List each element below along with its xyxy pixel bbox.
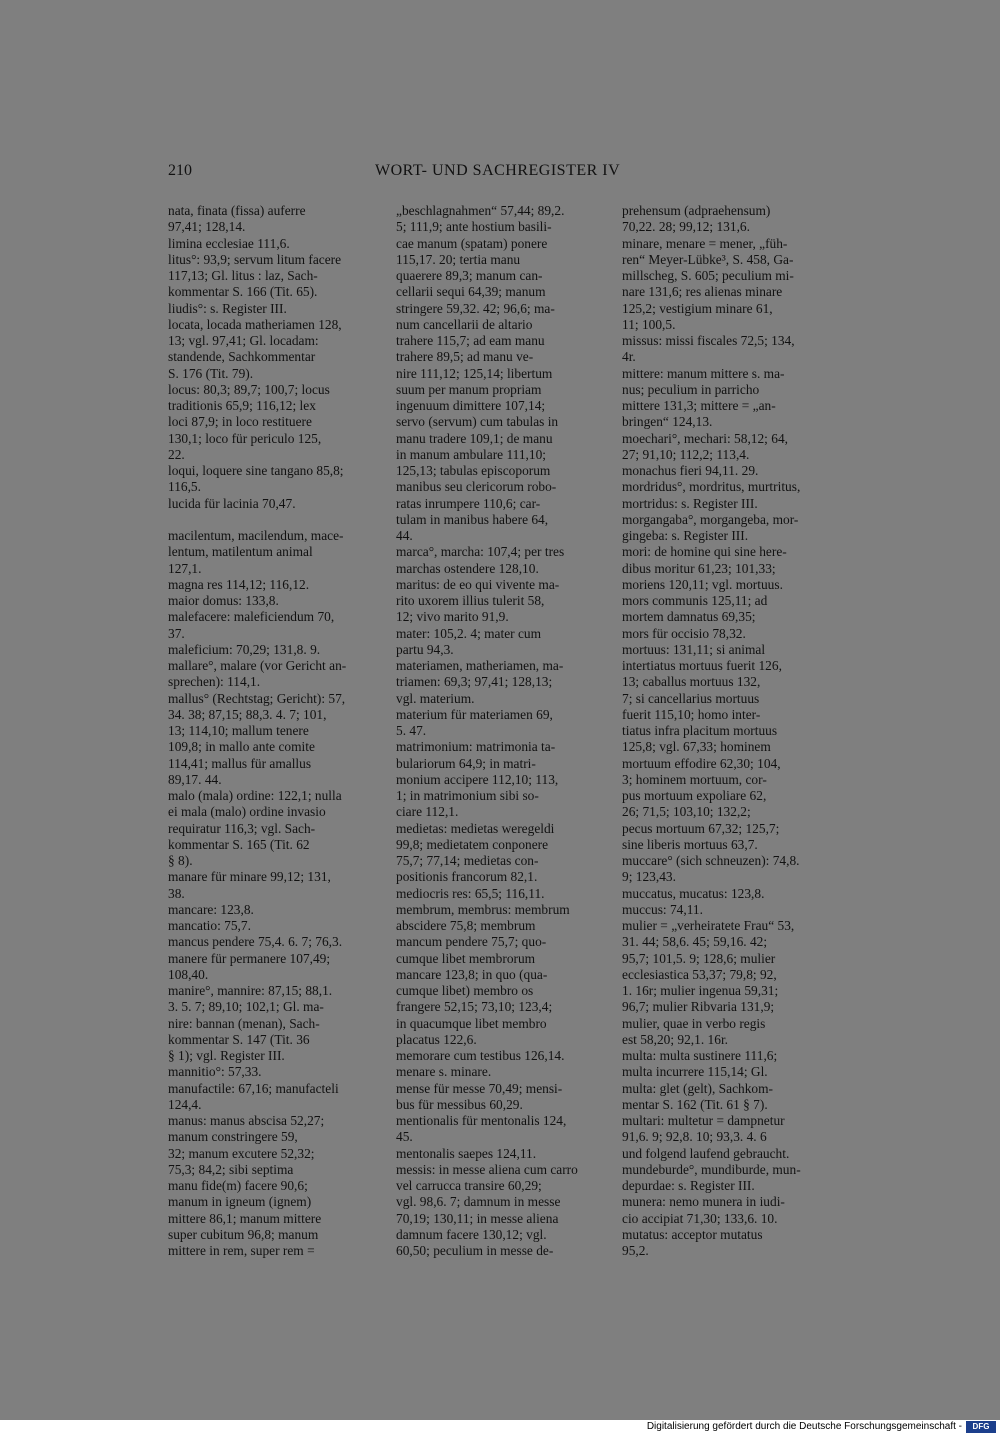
index-line: prehensum (adpraehensum) bbox=[622, 203, 771, 218]
index-line: 11; 100,5. bbox=[622, 316, 676, 332]
index-column-2 bbox=[396, 203, 616, 1259]
index-line: missus: missi fiscales 72,5; 134, bbox=[622, 333, 795, 348]
index-line: 117,13; Gl. litus : laz, Sach- bbox=[168, 268, 318, 283]
index-line: mordridus°, mordritus, murtritus, bbox=[622, 479, 801, 495]
index-line: 3. 5. 7; 89,10; 102,1; Gl. ma- bbox=[168, 999, 324, 1015]
index-line: manire°, mannire: 87,15; 88,1. bbox=[168, 983, 333, 998]
footer-bar bbox=[0, 1420, 1000, 1434]
index-line: mors communis 125,11; ad bbox=[622, 593, 768, 608]
index-line: loci 87,9; in loco restituere bbox=[168, 414, 312, 430]
index-line: 13; 114,10; mallum tenere bbox=[168, 723, 309, 738]
index-line: mentionalis für mentonalis 124, bbox=[396, 1113, 567, 1128]
index-line: mancatio: 75,7. bbox=[168, 918, 251, 933]
index-column-3 bbox=[622, 203, 842, 1259]
index-line: loqui, loquere sine tangano 85,8; bbox=[168, 463, 344, 478]
index-line: morgangaba°, morgangeba, mor- bbox=[622, 511, 799, 527]
index-line: tulam in manibus habere 64, bbox=[396, 511, 549, 527]
index-line: minare, menare = mener, „füh- bbox=[622, 235, 788, 251]
index-line: gingeba: s. Register III. bbox=[622, 528, 749, 543]
index-line: S. 176 (Tit. 79). bbox=[168, 365, 254, 381]
index-line: 108,40. bbox=[168, 966, 209, 982]
index-line: 37. bbox=[168, 625, 185, 641]
page-title: WORT- UND SACHREGISTER IV bbox=[375, 162, 621, 179]
index-line: 116,5. bbox=[168, 479, 201, 495]
index-line: munera: nemo munera in iudi- bbox=[622, 1194, 785, 1210]
index-line: 13; vgl. 97,41; Gl. locadam: bbox=[168, 333, 319, 348]
index-line: 130,1; loco für periculo 125, bbox=[168, 430, 322, 446]
index-line: maior domus: 133,8. bbox=[168, 593, 279, 608]
index-line: cae manum (spatam) ponere bbox=[396, 235, 548, 251]
index-line: nus; peculium in parricho bbox=[622, 381, 760, 397]
index-line: millscheg, S. 605; peculium mi- bbox=[622, 268, 794, 283]
index-line: 70,22. 28; 99,12; 131,6. bbox=[622, 219, 750, 235]
index-line: trahere 115,7; ad eam manu bbox=[396, 333, 545, 348]
index-line: mittere: manum mittere s. ma- bbox=[622, 365, 785, 381]
index-line: macilentum, macilendum, mace- bbox=[168, 528, 344, 543]
index-line: 109,8; in mallo ante comite bbox=[168, 739, 315, 755]
index-line: super cubitum 96,8; manum bbox=[168, 1226, 319, 1242]
index-line: mater: 105,2. 4; mater cum bbox=[396, 625, 542, 641]
index-line: manu tradere 109,1; de manu bbox=[396, 430, 553, 446]
index-line: depurdae: s. Register III. bbox=[622, 1178, 755, 1193]
index-line: suum per manum propriam bbox=[396, 381, 542, 397]
index-line: 3; hominem mortuum, cor- bbox=[622, 771, 767, 787]
index-line: tiatus infra placitum mortuus bbox=[622, 723, 778, 738]
index-line: limina ecclesiae 111,6. bbox=[168, 235, 290, 251]
index-line: mancare: 123,8. bbox=[168, 901, 254, 917]
index-line: maleficium: 70,29; 131,8. 9. bbox=[168, 641, 321, 657]
index-line: lentum, matilentum animal bbox=[168, 544, 313, 560]
index-line: 125,13; tabulas episcoporum bbox=[396, 463, 551, 478]
index-line: cio accipiat 71,30; 133,6. 10. bbox=[622, 1210, 778, 1226]
index-column-1 bbox=[168, 203, 388, 1259]
index-line: 44. bbox=[396, 528, 413, 543]
index-line: manere für permanere 107,49; bbox=[168, 950, 331, 966]
index-line: mutatus: acceptor mutatus bbox=[622, 1226, 763, 1242]
index-line: liudis°: s. Register III. bbox=[168, 300, 287, 316]
index-line: bus für messibus 60,29. bbox=[396, 1096, 523, 1112]
index-line: 75,7; 77,14; medietas con- bbox=[396, 853, 539, 868]
index-line: ei mala (malo) ordine invasio bbox=[168, 804, 326, 820]
index-line: 32; manum excutere 52,32; bbox=[168, 1145, 315, 1161]
index-line: stringere 59,32. 42; 96,6; ma- bbox=[396, 300, 555, 316]
index-line: 22. bbox=[168, 446, 185, 462]
index-line: 89,17. 44. bbox=[168, 771, 222, 787]
index-line: 5; 111,9; ante hostium basili- bbox=[396, 219, 552, 235]
index-line: § 1); vgl. Register III. bbox=[168, 1048, 285, 1063]
index-line: mentonalis saepes 124,11. bbox=[396, 1145, 537, 1161]
index-line: litus°: 93,9; servum litum facere bbox=[168, 251, 342, 267]
index-line: nire: bannan (menan), Sach- bbox=[168, 1015, 320, 1031]
index-line: ecclesiastica 53,37; 79,8; 92, bbox=[622, 966, 777, 982]
index-line: mors für occisio 78,32. bbox=[622, 625, 746, 641]
index-line: 7; si cancellarius mortuus bbox=[622, 690, 760, 706]
index-line: muccare° (sich schneuzen): 74,8. bbox=[622, 853, 800, 868]
index-line: mori: de homine qui sine here- bbox=[622, 544, 787, 560]
index-line: mulier = „verheiratete Frau“ 53, bbox=[622, 918, 795, 933]
index-line: 45. bbox=[396, 1129, 413, 1145]
index-line bbox=[168, 512, 388, 528]
index-line: bringen“ 124,13. bbox=[622, 414, 713, 430]
index-line: 99,8; medietatem conponere bbox=[396, 836, 549, 852]
index-line: mense für messe 70,49; mensi- bbox=[396, 1080, 563, 1096]
index-line: ratas inrumpere 110,6; car- bbox=[396, 495, 541, 511]
index-line: mallare°, malare (vor Gericht an- bbox=[168, 658, 347, 673]
index-line: multa: glet (gelt), Sachkom- bbox=[622, 1080, 773, 1096]
index-line: materiamen, matheriamen, ma- bbox=[396, 658, 564, 673]
index-line: 38. bbox=[168, 885, 185, 901]
index-line: 124,4. bbox=[168, 1096, 202, 1112]
index-line: fuerit 115,10; homo inter- bbox=[622, 706, 761, 722]
index-line: nata, finata (fissa) auferre bbox=[168, 203, 306, 218]
index-line: manus: manus abscisa 52,27; bbox=[168, 1113, 325, 1128]
index-line: messis: in messe aliena cum carro bbox=[396, 1161, 578, 1177]
index-line: kommentar S. 166 (Tit. 65). bbox=[168, 284, 318, 300]
index-line: malo (mala) ordine: 122,1; nulla bbox=[168, 788, 342, 803]
index-line: 97,41; 128,14. bbox=[168, 219, 246, 235]
index-line: moriens 120,11; vgl. mortuus. bbox=[622, 576, 783, 592]
index-line: sine liberis mortuus 63,7. bbox=[622, 836, 758, 852]
index-line: cumque libet) membro os bbox=[396, 983, 534, 998]
index-line: damnum facere 130,12; vgl. bbox=[396, 1226, 547, 1242]
index-line: magna res 114,12; 116,12. bbox=[168, 576, 310, 592]
index-line: multa: multa sustinere 111,6; bbox=[622, 1048, 778, 1063]
index-line: lucida für lacinia 70,47. bbox=[168, 495, 296, 511]
index-line: intertiatus mortuus fuerit 126, bbox=[622, 658, 782, 673]
index-line: 95,7; 101,5. 9; 128,6; mulier bbox=[622, 950, 776, 966]
index-line: traditionis 65,9; 116,12; lex bbox=[168, 398, 316, 413]
index-line: nare 131,6; res alienas minare bbox=[622, 284, 783, 300]
index-line: est 58,20; 92,1. 16r. bbox=[622, 1031, 729, 1047]
index-line: abscidere 75,8; membrum bbox=[396, 918, 536, 933]
index-line: menare s. minare. bbox=[396, 1064, 492, 1080]
index-line: 75,3; 84,2; sibi septima bbox=[168, 1161, 294, 1177]
index-line: medietas: medietas weregeldi bbox=[396, 820, 555, 836]
index-line: standende, Sachkommentar bbox=[168, 349, 316, 365]
index-line: 4r. bbox=[622, 349, 636, 365]
index-line: cumque libet membrorum bbox=[396, 950, 536, 966]
index-line: manare für minare 99,12; 131, bbox=[168, 869, 331, 885]
page-number: 210 bbox=[168, 162, 192, 179]
index-line: muccatus, mucatus: 123,8. bbox=[622, 885, 765, 901]
index-line: locus: 80,3; 89,7; 100,7; locus bbox=[168, 381, 330, 397]
index-line: mittere 131,3; mittere = „an- bbox=[622, 398, 776, 413]
index-line: 114,41; mallus für amallus bbox=[168, 755, 312, 771]
index-line: 70,19; 130,11; in messe aliena bbox=[396, 1210, 559, 1226]
index-line: mannitio°: 57,33. bbox=[168, 1064, 262, 1080]
index-line: kommentar S. 147 (Tit. 36 bbox=[168, 1031, 310, 1047]
index-line: marchas ostendere 128,10. bbox=[396, 560, 539, 576]
index-line: mentar S. 162 (Tit. 61 § 7). bbox=[622, 1096, 768, 1112]
index-line: mortem damnatus 69,35; bbox=[622, 609, 756, 625]
index-line: 1. 16r; mulier ingenua 59,31; bbox=[622, 983, 779, 998]
index-line: 26; 71,5; 103,10; 132,2; bbox=[622, 804, 751, 820]
index-line: manu fide(m) facere 90,6; bbox=[168, 1178, 308, 1193]
index-line: bulariorum 64,9; in matri- bbox=[396, 755, 536, 771]
index-line: in manum ambulare 111,10; bbox=[396, 446, 546, 462]
index-line: manibus seu clericorum robo- bbox=[396, 479, 557, 495]
index-line: 13; caballus mortuus 132, bbox=[622, 674, 761, 690]
index-line: multari: multetur = dampnetur bbox=[622, 1113, 785, 1128]
index-line: marca°, marcha: 107,4; per tres bbox=[396, 544, 565, 560]
index-line: trahere 89,5; ad manu ve- bbox=[396, 349, 534, 365]
index-line: sprechen): 114,1. bbox=[168, 674, 261, 690]
index-line: mundeburde°, mundiburde, mun- bbox=[622, 1161, 801, 1177]
index-line: in quacumque libet membro bbox=[396, 1015, 547, 1031]
index-line: manufactile: 67,16; manufacteli bbox=[168, 1080, 339, 1096]
footer-credit: Digitalisierung gefördert durch die Deutsche Forschungsgemeinschaft - bbox=[646, 1421, 962, 1432]
index-line: positionis francorum 82,1. bbox=[396, 869, 538, 885]
index-line: dibus moritur 61,23; 101,33; bbox=[622, 560, 776, 576]
index-line: mortuum effodire 62,30; 104, bbox=[622, 755, 781, 771]
index-line: 34. 38; 87,15; 88,3. 4. 7; 101, bbox=[168, 706, 327, 722]
index-line: multa incurrere 115,14; Gl. bbox=[622, 1064, 768, 1080]
index-line: placatus 122,6. bbox=[396, 1031, 477, 1047]
index-line: manum constringere 59, bbox=[168, 1129, 298, 1145]
index-line: maritus: de eo qui vivente ma- bbox=[396, 576, 560, 592]
index-line: manum in igneum (ignem) bbox=[168, 1194, 312, 1210]
index-line: matrimonium: matrimonia ta- bbox=[396, 739, 556, 755]
index-line: monachus fieri 94,11. 29. bbox=[622, 463, 759, 478]
index-line: materium für materiamen 69, bbox=[396, 706, 553, 722]
index-line: mancum pendere 75,7; quo- bbox=[396, 934, 547, 950]
index-line: rito uxorem illius tulerit 58, bbox=[396, 593, 545, 608]
index-line: 95,2. bbox=[622, 1243, 649, 1258]
index-line: frangere 52,15; 73,10; 123,4; bbox=[396, 999, 553, 1015]
index-line: „beschlagnahmen“ 57,44; 89,2. bbox=[396, 203, 565, 218]
index-line: kommentar S. 165 (Tit. 62 bbox=[168, 836, 310, 852]
index-line: requiratur 116,3; vgl. Sach- bbox=[168, 820, 316, 836]
index-line: mancare 123,8; in quo (qua- bbox=[396, 966, 548, 982]
index-line: ingenuum dimittere 107,14; bbox=[396, 398, 546, 413]
index-line: mulier, quae in verbo regis bbox=[622, 1015, 766, 1031]
index-line: 125,8; vgl. 67,33; hominem bbox=[622, 739, 771, 755]
index-line: 5. 47. bbox=[396, 723, 427, 738]
index-line: 12; vivo marito 91,9. bbox=[396, 609, 509, 625]
index-line: und folgend laufend gebraucht. bbox=[622, 1145, 790, 1161]
index-line: 115,17. 20; tertia manu bbox=[396, 251, 521, 267]
index-line: monium accipere 112,10; 113, bbox=[396, 771, 559, 787]
index-line: § 8). bbox=[168, 853, 193, 868]
index-line: 9; 123,43. bbox=[622, 869, 676, 885]
index-line: quaerere 89,3; manum can- bbox=[396, 268, 543, 283]
index-line: mortuus: 131,11; si animal bbox=[622, 641, 766, 657]
index-line: muccus: 74,11. bbox=[622, 901, 703, 917]
index-line: ciare 112,1. bbox=[396, 804, 459, 820]
index-line: 31. 44; 58,6. 45; 59,16. 42; bbox=[622, 934, 768, 950]
index-line: 127,1. bbox=[168, 560, 202, 576]
index-line: mittere in rem, super rem = bbox=[168, 1243, 315, 1258]
index-line: moechari°, mechari: 58,12; 64, bbox=[622, 430, 788, 446]
index-line: ren“ Meyer-Lübke³, S. 458, Ga- bbox=[622, 251, 794, 267]
index-line: 125,2; vestigium minare 61, bbox=[622, 300, 773, 316]
index-line: membrum, membrus: membrum bbox=[396, 901, 570, 917]
index-line: mancus pendere 75,4. 6. 7; 76,3. bbox=[168, 934, 343, 950]
index-line: 96,7; mulier Ribvaria 131,9; bbox=[622, 999, 775, 1015]
index-line: cellarii sequi 64,39; manum bbox=[396, 284, 546, 300]
index-line: mediocris res: 65,5; 116,11. bbox=[396, 885, 545, 901]
index-line: mortridus: s. Register III. bbox=[622, 495, 758, 511]
index-line: pus mortuum expoliare 62, bbox=[622, 788, 767, 803]
index-line: nire 111,12; 125,14; libertum bbox=[396, 365, 553, 381]
index-line: num cancellarii de altario bbox=[396, 316, 533, 332]
index-line: partu 94,3. bbox=[396, 641, 454, 657]
index-line: 1; in matrimonium sibi so- bbox=[396, 788, 539, 803]
index-line: servo (servum) cum tabulas in bbox=[396, 414, 559, 430]
index-line: vgl. 98,6. 7; damnum in messe bbox=[396, 1194, 561, 1210]
index-line: vel carrucca transire 60,29; bbox=[396, 1178, 542, 1193]
index-line: 60,50; peculium in messe de- bbox=[396, 1243, 554, 1258]
dfg-logo: DFG bbox=[966, 1421, 996, 1433]
index-line: mittere 86,1; manum mittere bbox=[168, 1210, 322, 1226]
index-line: malefacere: maleficiendum 70, bbox=[168, 609, 335, 625]
index-line: triamen: 69,3; 97,41; 128,13; bbox=[396, 674, 553, 690]
index-line: pecus mortuum 67,32; 125,7; bbox=[622, 820, 780, 836]
index-line: 91,6. 9; 92,8. 10; 93,3. 4. 6 bbox=[622, 1129, 767, 1145]
index-line: memorare cum testibus 126,14. bbox=[396, 1048, 565, 1063]
index-line: locata, locada matheriamen 128, bbox=[168, 316, 342, 332]
index-line: 27; 91,10; 112,2; 113,4. bbox=[622, 446, 750, 462]
index-line: vgl. materium. bbox=[396, 690, 475, 706]
index-line: mallus° (Rechtstag; Gericht): 57, bbox=[168, 690, 346, 706]
